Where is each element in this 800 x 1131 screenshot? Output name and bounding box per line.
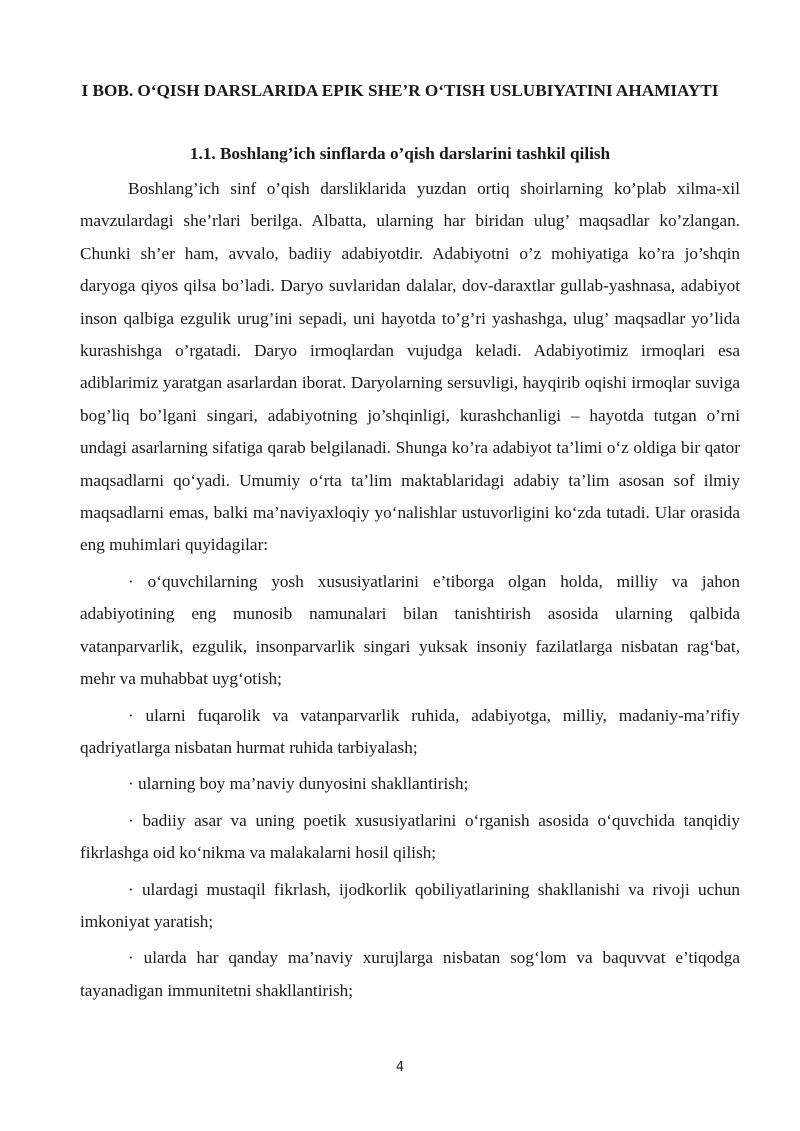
intro-paragraph: Boshlang’ich sinf o’qish darsliklarida yuzdan ortiq shoirlarning ko’plab xilma-xil mavzulardagi she’rlari berilga. Albatta, ularning har biridan ulug’ maqsadlar ko’zlangan. Chunki sh’er ham, avvalo, badiiy adabiyotdir. Adabiyotni o’z mohiyatiga ko’ra jo’shqin daryoga qiyos qilsa bo’ladi. Daryo suvlaridan dalalar, dov-daraxtlar gullab-yashnasa, adabiyot inson qalbiga ezgulik urug’ini sepadi, uni hayotda to’g’ri yashashga, ulug’ maqsadlar yo’lida kurashishga o’rgatadi. Daryo irmoqlardan vujudga keladi. Adabiyotimiz irmoqlari esa adiblarimiz yaratgan asarlardan iborat. Daryolarning sersuvligi, hayqirib oqishi irmoqlar suviga bog’liq bo’lgani singari, adabiyotning jo’shqinligi, kurashchanligi – hayotda tutgan o’rni undagi asarlarning sifatiga qarab belgilanadi. Shunga ko’ra adabiyot ta’limi o‘z oldiga bir qator maqsadlarni qo‘yadi. Umumiy o‘rta ta’lim maktablaridagi adabiy ta’lim asosan sof ilmiy maqsadlarni emas, balki ma’naviyaxloqiy yo‘nalishlar ustuvorligini ko‘zda tutadi. Ular orasida eng muhimlari quyidagilar:: [80, 179, 740, 555]
page-number: 4: [395, 1060, 405, 1075]
section-title: 1.1. Boshlang’ich sinflarda o’qish darslarini tashkil qilish: [189, 144, 611, 163]
list-item: · ularning boy ma’naviy dunyosini shakllantirish;: [128, 774, 469, 794]
list-item: · ularni fuqarolik va vatanparvarlik ruhida, adabiyotga, milliy, madaniy-ma’rifiy qadriyatlarga nisbatan hurmat ruhida tarbiyalash;: [80, 705, 740, 757]
chapter-title: I BOB. O‘QISH DARSLARIDA EPIK SHE’R O‘TISH USLUBIYATINI AHAMIAYTI: [81, 81, 719, 100]
list-item: · ularda har qanday ma’naviy xurujlarga nisbatan sog‘lom va baquvvat e’tiqodga tayanadigan immunitetni shakllantirish;: [80, 948, 740, 1000]
list-item: · ulardagi mustaqil fikrlash, ijodkorlik qobiliyatlarining shakllanishi va rivoji uchun imkoniyat yaratish;: [80, 879, 740, 931]
body-text: [80, 173, 740, 1007]
list-item: · o‘quvchilarning yosh xususiyatlarini e’tiborga olgan holda, milliy va jahon adabiyotining eng munosib namunalari bilan tanishtirish asosida ularning qalbida vatanparvarlik, ezgulik, insonparvarlik singari yuksak insoniy fazilatlarga nisbatan rag‘bat, mehr va muhabbat uyg‘otish;: [80, 571, 740, 689]
list-item: · badiiy asar va uning poetik xususiyatlarini o‘rganish asosida o‘quvchida tanqidiy fikrlashga oid ko‘nikma va malakalarni hosil qilish;: [80, 810, 740, 863]
